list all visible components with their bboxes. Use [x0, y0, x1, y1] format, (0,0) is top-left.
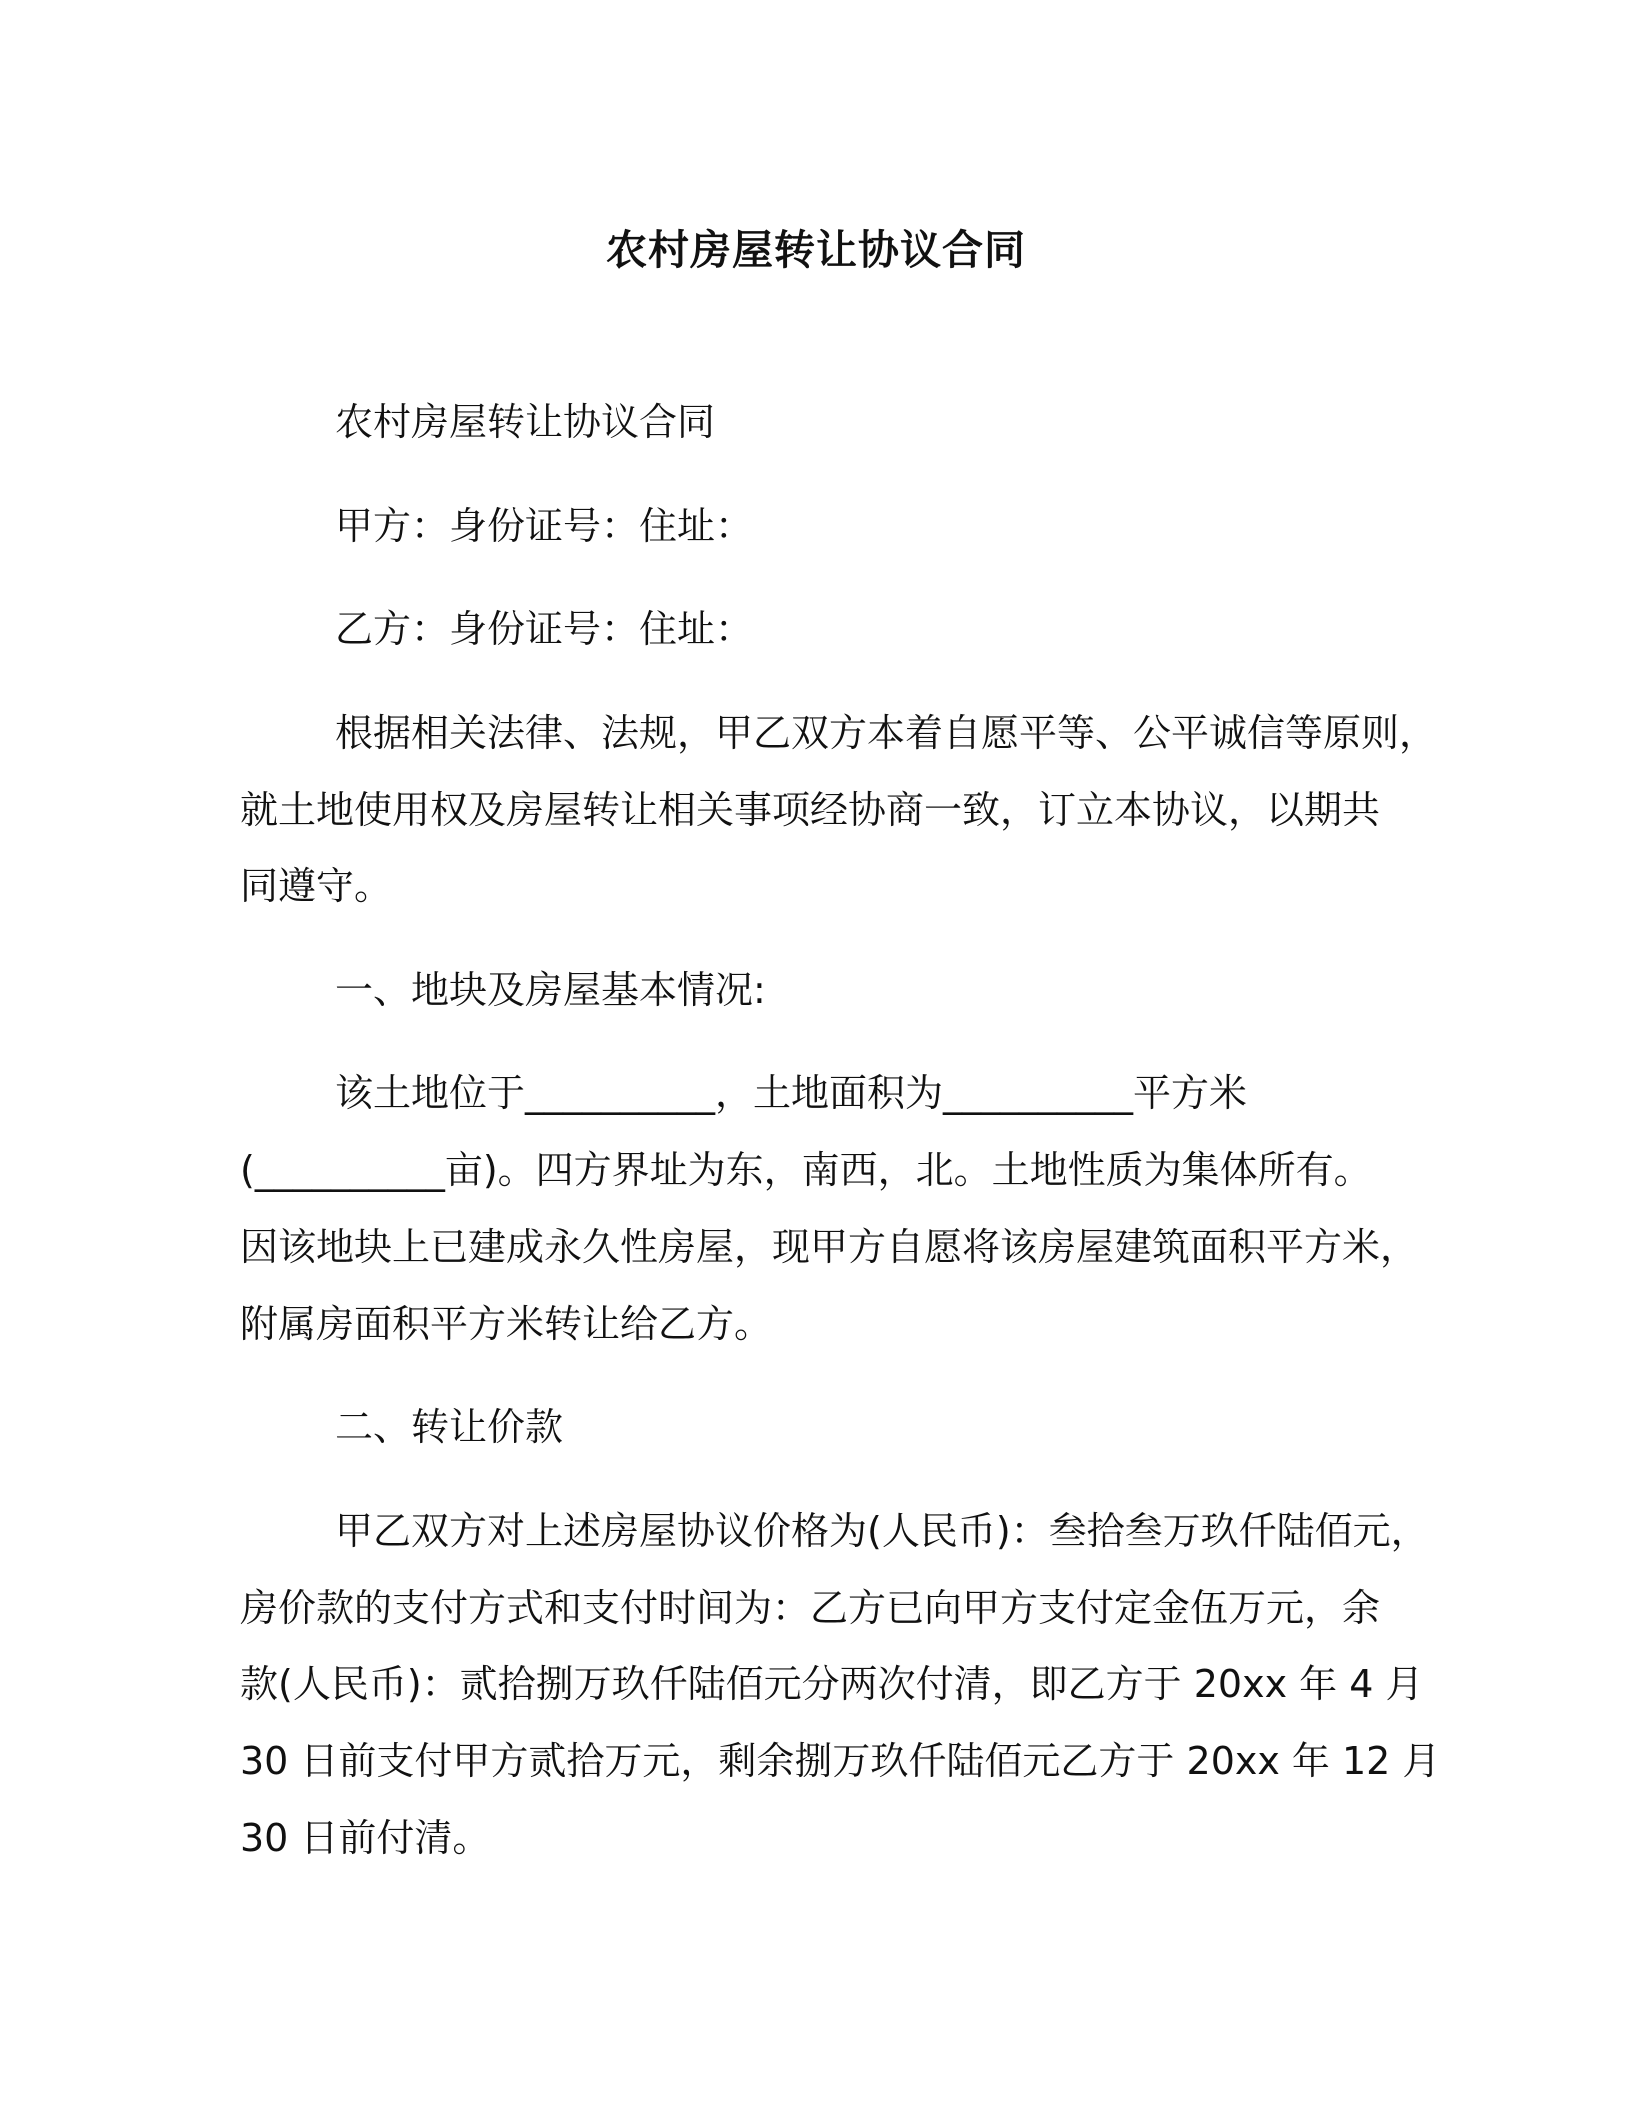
section2-line-4: 30 日前支付甲方贰拾万元，剩余捌万玖仟陆佰元乙方于 20xx 年 12 月 [240, 1739, 1441, 1783]
section1-line-2: (__________亩)。四方界址为东，南西，北。土地性质为集体所有。 [240, 1148, 1372, 1192]
intro-line-2: 就土地使用权及房屋转让相关事项经协商一致，订立本协议，以期共 [240, 788, 1381, 832]
section1-line-1: 该土地位于__________，土地面积为__________平方米 [335, 1071, 1248, 1115]
section1-heading: 一、地块及房屋基本情况: [335, 968, 766, 1012]
section2-line-1: 甲乙双方对上述房屋协议价格为(人民币)：叁拾叁万玖仟陆佰元， [335, 1509, 1429, 1553]
section2-line-3: 款(人民币)：贰拾捌万玖仟陆佰元分两次付清，即乙方于 20xx 年 4 月 [240, 1662, 1424, 1706]
section1-line-4: 附属房面积平方米转让给乙方。 [240, 1302, 773, 1346]
intro-line-1: 根据相关法律、法规，甲乙双方本着自愿平等、公平诚信等原则， [335, 711, 1438, 755]
document-title: 农村房屋转让协议合同 [606, 226, 1026, 274]
section2-heading: 二、转让价款 [335, 1405, 564, 1449]
section2-line-2: 房价款的支付方式和支付时间为：乙方已向甲方支付定金伍万元，余 [240, 1586, 1381, 1630]
section2-line-5: 30 日前付清。 [240, 1816, 491, 1860]
party-b-line: 乙方：身份证号：住址： [335, 607, 754, 651]
document-subtitle: 农村房屋转让协议合同 [335, 400, 716, 444]
intro-line-3: 同遵守。 [240, 864, 393, 908]
party-a-line: 甲方：身份证号：住址： [335, 504, 754, 548]
section1-line-3: 因该地块上已建成永久性房屋，现甲方自愿将该房屋建筑面积平方米， [240, 1225, 1419, 1269]
